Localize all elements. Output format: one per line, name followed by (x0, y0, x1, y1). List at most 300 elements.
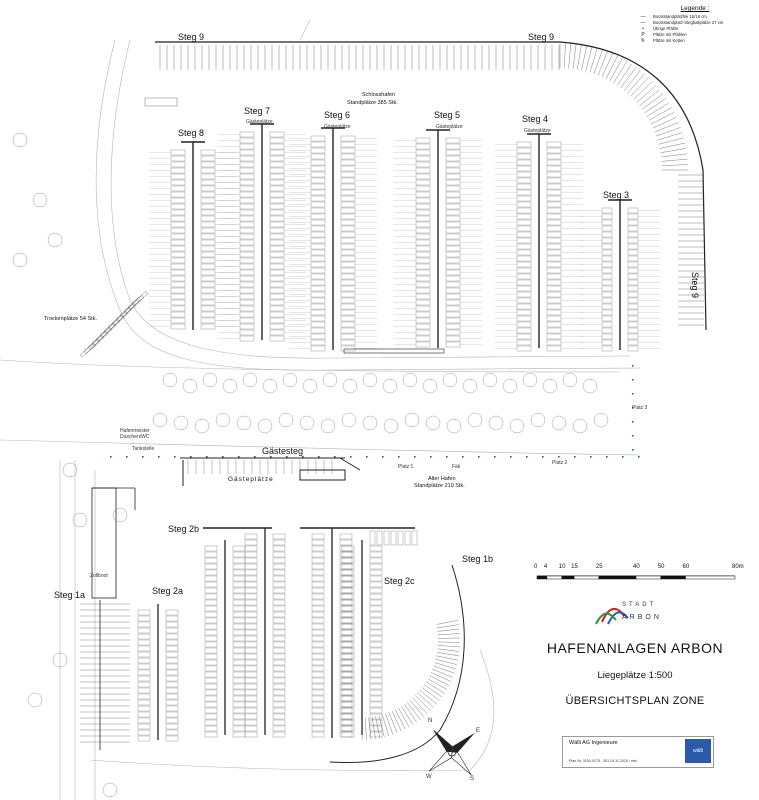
berth-box (547, 304, 561, 309)
berth-box (116, 307, 132, 321)
berth-box (547, 328, 561, 333)
berth-box (273, 708, 285, 713)
berth-box (166, 712, 178, 717)
berth-box (171, 228, 185, 233)
berth-box (342, 636, 354, 641)
berth-box (171, 294, 185, 299)
berth-box (138, 676, 150, 681)
berth-box (312, 534, 324, 539)
berth-box (547, 232, 561, 237)
berth-box (602, 262, 612, 267)
berth-box (602, 286, 612, 291)
tree-icon (503, 379, 517, 393)
berth-box (311, 166, 325, 171)
steg1a-berths (80, 604, 130, 742)
scale-tick-label: 0 (534, 564, 538, 570)
berth-box (547, 160, 561, 165)
berth-box (245, 630, 257, 635)
berth-box (240, 276, 254, 281)
pole-marker (590, 456, 592, 458)
berth-box (416, 282, 430, 287)
steg2a-pier (138, 604, 178, 741)
berth-box (312, 606, 324, 611)
berth-line (369, 718, 371, 740)
berth-box (312, 678, 324, 683)
berth-box (370, 642, 382, 647)
tree-icon (384, 419, 398, 433)
berth-box (311, 238, 325, 243)
steg8-label: Steg 8 (178, 128, 205, 138)
berth-box (370, 702, 382, 707)
berth-box (312, 642, 324, 647)
berth-line (438, 629, 460, 631)
tree-icon (174, 416, 188, 430)
berth-box (342, 606, 354, 611)
berth-box (245, 726, 257, 731)
berth-box (416, 138, 430, 143)
berth-box (171, 240, 185, 245)
berth-box (270, 222, 284, 227)
berth-box (340, 630, 352, 635)
berth-box (205, 678, 217, 683)
berth-box (273, 642, 285, 647)
berth-box (240, 246, 254, 251)
berth-box (446, 342, 460, 347)
berth-box (341, 298, 355, 303)
berth-box (233, 696, 245, 701)
berth-box (201, 174, 215, 179)
berth-box (517, 334, 531, 339)
legend-text: Bootsstandplätzhle 15/16 cm (653, 14, 707, 19)
berth-line (617, 64, 632, 86)
berth-box (628, 292, 638, 297)
berth-box (446, 270, 460, 275)
berth-box (517, 202, 531, 207)
berth-box (166, 682, 178, 687)
berth-box (270, 156, 284, 161)
legend-symbol: K (641, 38, 645, 44)
berth-box (517, 340, 531, 345)
berth-box (166, 688, 178, 693)
berth-box (205, 582, 217, 587)
berth-line (365, 718, 366, 740)
berth-box (240, 252, 254, 257)
berth-box (270, 204, 284, 209)
berth-box (342, 666, 354, 671)
tree-icon (426, 416, 440, 430)
berth-box (517, 250, 531, 255)
berth-box (416, 306, 430, 311)
berth-box (416, 246, 430, 251)
berth-line (438, 642, 460, 643)
berth-box (233, 588, 245, 593)
berth-box (342, 726, 354, 731)
berth-box (340, 612, 352, 617)
berth-box (547, 268, 561, 273)
berth-box (517, 226, 531, 231)
berth-box (342, 732, 354, 737)
berth-box (342, 570, 354, 575)
berth-line (437, 625, 459, 628)
berth-box (245, 558, 257, 563)
berth-box (138, 664, 150, 669)
berth-box (166, 610, 178, 615)
berth-box (205, 558, 217, 563)
berth-box (370, 648, 382, 653)
berth-box (370, 624, 382, 629)
berth-box (312, 726, 324, 731)
pole-marker (430, 456, 432, 458)
berth-box (547, 166, 561, 171)
berth-box (205, 654, 217, 659)
berth-box (245, 648, 257, 653)
berth-box (233, 660, 245, 665)
berth-box (270, 246, 284, 251)
berth-box (341, 292, 355, 297)
schlosshafen-label: Schlosshafen (362, 92, 396, 98)
berth-box (166, 676, 178, 681)
berth-box (416, 228, 430, 233)
berth-box (628, 268, 638, 273)
berth-box (233, 600, 245, 605)
berth-box (245, 612, 257, 617)
pole-marker (622, 456, 624, 458)
berth-box (602, 298, 612, 303)
berth-box (340, 624, 352, 629)
berth-box (342, 594, 354, 599)
berth-box (311, 160, 325, 165)
berth-box (171, 174, 185, 179)
scale-tick-label: 25 (595, 564, 603, 570)
berth-box (233, 672, 245, 677)
berth-box (342, 720, 354, 725)
piers-south (138, 528, 417, 741)
berth-box (446, 222, 460, 227)
berth-box (240, 210, 254, 215)
berth-box (370, 606, 382, 611)
tree-icon (321, 419, 335, 433)
berth-line (662, 165, 688, 166)
berth-box (628, 220, 638, 225)
berth-box (446, 168, 460, 173)
berth-box (517, 322, 531, 327)
berth-box (517, 178, 531, 183)
berth-box (240, 198, 254, 203)
berth-line (395, 710, 405, 730)
berth-box (312, 720, 324, 725)
berth-box (628, 346, 638, 351)
berth-box (205, 588, 217, 593)
berth-box (312, 690, 324, 695)
berth-box (416, 144, 430, 149)
berth-box (273, 696, 285, 701)
berth-box (233, 720, 245, 725)
pole-marker (350, 456, 352, 458)
tree-icon (300, 416, 314, 430)
berth-box (166, 646, 178, 651)
berth-box (233, 570, 245, 575)
berth-box (628, 316, 638, 321)
quay-structure (344, 349, 444, 353)
berth-box (166, 694, 178, 699)
berth-box (341, 310, 355, 315)
berth-box (270, 282, 284, 287)
berth-box (446, 336, 460, 341)
berth-box (273, 564, 285, 569)
berth-box (138, 628, 150, 633)
tree-icon (363, 416, 377, 430)
berth-box (602, 226, 612, 231)
berth-box (370, 600, 382, 605)
tankstelle-label: Tankstelle (132, 446, 155, 452)
berth-box (270, 144, 284, 149)
berth-box (166, 658, 178, 663)
berth-box (628, 310, 638, 315)
berth-box (547, 256, 561, 261)
berth-box (233, 666, 245, 671)
berth-box (340, 588, 352, 593)
logo-line1: STADT (622, 602, 657, 608)
berth-box (517, 304, 531, 309)
fak-label: Fäk (452, 464, 461, 470)
berth-box (405, 531, 410, 545)
berth-box (341, 268, 355, 273)
scale-tick-label: 50 (657, 564, 665, 570)
berth-box (340, 726, 352, 731)
berth-box (342, 576, 354, 581)
berth-box (446, 138, 460, 143)
tree-icon (13, 253, 27, 267)
berth-line (647, 103, 669, 117)
berth-box (312, 540, 324, 545)
title-zone: ÜBERSICHTSPLAN ZONE (565, 695, 705, 707)
berth-box (602, 220, 612, 225)
berth-box (233, 684, 245, 689)
steg1a-pier (92, 488, 135, 750)
piers-north (145, 98, 660, 353)
berth-box (270, 162, 284, 167)
berth-box (446, 294, 460, 299)
steg9-berths (160, 42, 704, 325)
steg8-pier (149, 142, 237, 330)
berth-box (341, 340, 355, 345)
berth-box (517, 298, 531, 303)
berth-box (312, 654, 324, 659)
berth-box (312, 588, 324, 593)
berth-box (205, 642, 217, 647)
berth-box (273, 690, 285, 695)
berth-box (446, 324, 460, 329)
berth-box (270, 300, 284, 305)
berth-box (547, 322, 561, 327)
berth-box (416, 342, 430, 347)
berth-box (245, 546, 257, 551)
berth-box (340, 678, 352, 683)
platz3-label: Platz 3 (632, 405, 648, 411)
berth-box (171, 312, 185, 317)
berth-box (340, 570, 352, 575)
berth-box (270, 258, 284, 263)
berth-box (312, 636, 324, 641)
berth-box (166, 670, 178, 675)
berth-box (312, 552, 324, 557)
trockenplaetze-label: Trockenplätze 54 Stk. (44, 316, 97, 322)
berth-box (340, 534, 352, 539)
zollboot-label: Zollboot (90, 573, 108, 579)
legend-row (636, 38, 754, 44)
berth-box (517, 160, 531, 165)
berth-box (446, 210, 460, 215)
berth-box (342, 552, 354, 557)
berth-box (240, 186, 254, 191)
berth-box (201, 288, 215, 293)
berth-box (138, 706, 150, 711)
berth-box (171, 324, 185, 329)
berth-box (547, 280, 561, 285)
tree-icon (342, 413, 356, 427)
berth-box (138, 682, 150, 687)
pole-marker (238, 456, 240, 458)
berth-box (517, 220, 531, 225)
berth-box (312, 648, 324, 653)
berth-box (602, 334, 612, 339)
berth-box (602, 280, 612, 285)
steg9-pier (155, 42, 706, 330)
berth-box (416, 210, 430, 215)
berth-box (240, 216, 254, 221)
berth-line (653, 117, 677, 128)
pole-marker (398, 456, 400, 458)
pole-marker (206, 456, 208, 458)
berth-box (628, 256, 638, 261)
berth-box (201, 264, 215, 269)
berth-box (201, 186, 215, 191)
berth-line (661, 154, 687, 157)
gaestesteg-label: Gästesteg (262, 446, 304, 456)
berth-box (340, 708, 352, 713)
berth-box (341, 274, 355, 279)
berth-line (598, 51, 608, 75)
berth-box (233, 552, 245, 557)
berth-box (370, 630, 382, 635)
berth-box (201, 234, 215, 239)
berth-box (628, 298, 638, 303)
berth-box (416, 288, 430, 293)
berth-box (342, 600, 354, 605)
berth-box (311, 292, 325, 297)
berth-box (240, 306, 254, 311)
berth-box (341, 244, 355, 249)
berth-box (245, 564, 257, 569)
berth-box (205, 594, 217, 599)
berth-box (342, 684, 354, 689)
berth-box (171, 216, 185, 221)
berth-box (312, 708, 324, 713)
tree-icon (363, 373, 377, 387)
tree-icon (279, 413, 293, 427)
berth-box (312, 672, 324, 677)
berth-box (311, 202, 325, 207)
berth-box (273, 618, 285, 623)
steg2b-pier (205, 540, 245, 737)
gaeste-berths (188, 460, 332, 474)
pole-marker (632, 365, 634, 367)
compass-w: W (426, 774, 432, 780)
berth-line (642, 94, 663, 109)
berth-box (311, 298, 325, 303)
berth-box (171, 222, 185, 227)
berth-box (340, 660, 352, 665)
berth-box (240, 324, 254, 329)
berth-box (341, 226, 355, 231)
berth-box (270, 318, 284, 323)
berth-box (370, 576, 382, 581)
berth-box (517, 346, 531, 351)
berth-box (205, 618, 217, 623)
tree-icon (163, 373, 177, 387)
berth-box (342, 654, 354, 659)
tree-icon (489, 416, 503, 430)
berth-box (628, 238, 638, 243)
berth-box (547, 190, 561, 195)
berth-box (517, 190, 531, 195)
berth-box (446, 318, 460, 323)
berth-box (342, 702, 354, 707)
berth-box (446, 156, 460, 161)
berth-box (273, 660, 285, 665)
berth-box (517, 274, 531, 279)
steg6-pier (289, 128, 377, 351)
berth-box (517, 262, 531, 267)
berth-box (233, 618, 245, 623)
berth-box (171, 198, 185, 203)
compass-n: N (428, 718, 433, 724)
berth-box (341, 160, 355, 165)
berth-box (138, 700, 150, 705)
berth-box (370, 531, 375, 545)
company-logo: wälli (685, 739, 711, 763)
berth-box (446, 300, 460, 305)
berth-box (340, 594, 352, 599)
berth-box (166, 730, 178, 735)
steg3-label: Steg 3 (603, 190, 630, 200)
berth-line (606, 56, 618, 79)
berth-box (311, 280, 325, 285)
berth-box (340, 552, 352, 557)
hafenmeister-label: Hafenmeister (120, 428, 150, 434)
berth-box (205, 576, 217, 581)
legend-symbol: P (641, 32, 645, 38)
berth-box (240, 312, 254, 317)
berth-box (171, 270, 185, 275)
berth-box (205, 702, 217, 707)
berth-box (273, 594, 285, 599)
berth-box (446, 216, 460, 221)
berth-box (416, 204, 430, 209)
berth-box (233, 606, 245, 611)
berth-box (240, 132, 254, 137)
berth-box (201, 276, 215, 281)
berth-box (446, 258, 460, 263)
steg7-label: Steg 7 (244, 106, 271, 116)
berth-box (270, 306, 284, 311)
berth-line (651, 112, 674, 124)
berth-box (273, 600, 285, 605)
tree-icon (258, 419, 272, 433)
berth-box (311, 226, 325, 231)
berth-box (340, 540, 352, 545)
gaesteplaetze-steg6-label: Gästeplätze (324, 124, 351, 130)
